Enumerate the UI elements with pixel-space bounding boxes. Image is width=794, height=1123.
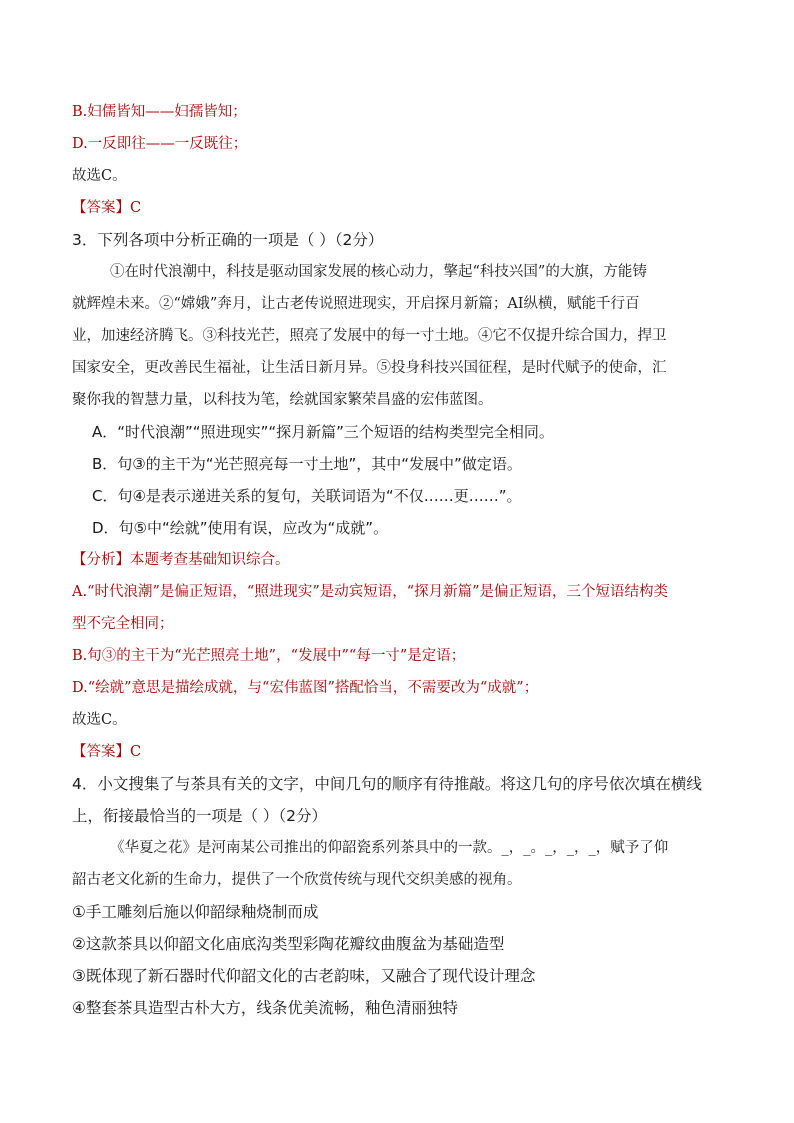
q3-analysis-heading: 【分析】本题考查基础知识综合。	[72, 552, 290, 568]
q3-stem: 3．下列各项中分析正确的一项是（ ）（2分）	[72, 231, 384, 249]
q3-option-d: D．句⑤中“绘就”使用有误，应改为“成就”。	[92, 519, 389, 537]
q4-passage-line-1: 《华夏之花》是河南某公司推出的仰韶瓷系列茶具中的一款。_，_。_，_，_，赋予了仰	[110, 840, 669, 856]
q4-item-3: ③既体现了新石器时代仰韶文化的古老韵味，又融合了现代设计理念	[72, 967, 536, 985]
q3-analysis-d: D.“绘就”意思是描绘成就，与“宏伟蓝图”搭配恰当，不需要改为“成就”；	[72, 680, 539, 696]
q3-passage-line-4: 国家安全，更改善民生福祉，让生活日新月异。⑤投身科技兴国征程，是时代赋予的使命，汇	[72, 360, 667, 376]
prev-analysis-b: B.妇儒皆知——妇孺皆知；	[72, 104, 247, 120]
q3-passage-line-5: 聚你我的智慧力量，以科技为笔，绘就国家繁荣昌盛的宏伟蓝图。	[72, 392, 493, 408]
q3-option-c: C．句④是表示递进关系的复句，关联词语为“不仅……更……”。	[92, 487, 522, 505]
q3-analysis-a-line-1: A.“时代浪潮”是偏正短语，“照进现实”是动宾短语，“探月新篇”是偏正短语，三个短语结构类	[72, 584, 669, 600]
q3-option-a: A．“时代浪潮”“照进现实”“探月新篇”三个短语的结构类型完全相同。	[92, 423, 554, 441]
q4-item-1: ①手工雕刻后施以仰韶绿釉烧制而成	[72, 903, 319, 921]
q3-passage-line-1: ①在时代浪潮中，科技是驱动国家发展的核心动力，擎起“科技兴国”的大旗，方能铸	[110, 264, 647, 280]
q3-answer	[72, 742, 141, 762]
q3-analysis-b: B.句③的主干为“光芒照亮土地”，“发展中”“每一寸”是定语；	[72, 648, 466, 664]
q3-conclusion: 故选C。	[72, 712, 127, 728]
q4-passage-line-2: 韶古老文化新的生命力，提供了一个欣赏传统与现代交织美感的视角。	[72, 872, 522, 888]
q3-answer-value: C	[130, 744, 142, 760]
q4-item-4: ④整套茶具造型古朴大方，线条优美流畅，釉色清丽独特	[72, 999, 458, 1017]
q4-stem-line-1: 4．小文搜集了与茶具有关的文字，中间几句的顺序有待推敲。将这几句的序号依次填在横线	[72, 775, 702, 793]
prev-analysis-d: D.一反即往——一反既往；	[72, 136, 248, 152]
q4-stem-line-2: 上，衔接最恰当的一项是（ ）（2分）	[72, 807, 328, 825]
prev-answer	[72, 198, 141, 218]
q3-passage-line-2: 就辉煌未来。②“嫦娥”奔月，让古老传说照进现实，开启探月新篇；AI纵横，赋能千行百	[72, 296, 640, 312]
q3-analysis-a-line-2: 型不完全相同；	[72, 616, 174, 632]
prev-answer-label: 【答案】	[72, 200, 130, 216]
q3-answer-label: 【答案】	[72, 744, 130, 760]
prev-answer-value: C	[130, 200, 142, 216]
q3-passage-line-3: 业，加速经济腾飞。③科技光芒，照亮了发展中的每一寸土地。④它不仅提升综合国力，捍卫	[72, 328, 667, 344]
q3-option-b: B．句③的主干为“光芒照亮每一寸土地”，其中“发展中”做定语。	[92, 455, 522, 473]
prev-conclusion: 故选C。	[72, 168, 127, 184]
q4-item-2: ②这款茶具以仰韶文化庙底沟类型彩陶花瓣纹曲腹盆为基础造型	[72, 935, 505, 953]
